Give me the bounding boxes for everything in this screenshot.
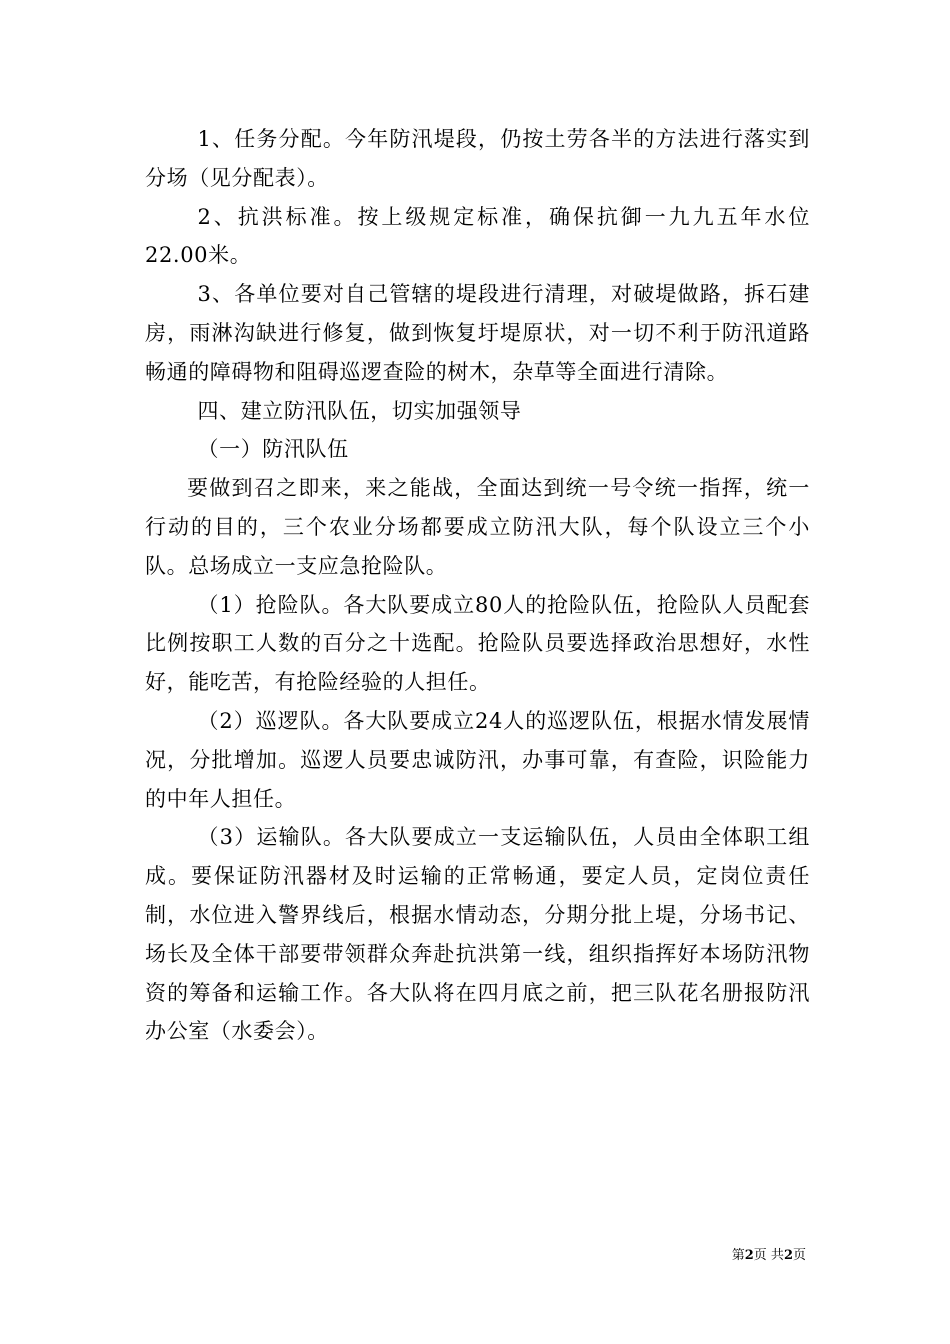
section-heading-four: 四、建立防汛队伍，切实加强领导 xyxy=(197,398,522,423)
paragraph-team-organization: 要做到召之即来，来之能战，全面达到统一号令统一指挥，统一行动的目的，三个农业分场都要成立防汛大队，每个队设立三个小队。总场成立一支应急抢险队。 xyxy=(145,476,810,578)
paragraph-task-assignment: 1、任务分配。今年防汛堤段，仍按土劳各半的方法进行落实到分场（见分配表）。 xyxy=(145,127,810,190)
footer-current-page: 2 xyxy=(744,1248,754,1263)
footer-prefix: 第 xyxy=(731,1248,745,1263)
page-number-footer xyxy=(732,1248,806,1264)
paragraph-transport-team: （3）运输队。各大队要成立一支运输队伍，人员由全体职工组成。要保证防汛器材及时运输的正常畅通，要定人员，定岗位责任制，水位进入警界线后，根据水情动态，分期分批上堤，分场书记、场长及全体干部要带领群众奔赴抗洪第一线，组织指挥好本场防汛物资的筹备和运输工作。各大队将在四月底之前，把三队花名册报防汛办公室（水委会）。 xyxy=(145,825,810,1044)
footer-suffix: 页 xyxy=(792,1248,806,1263)
paragraph-patrol-team: （2）巡逻队。各大队要成立24人的巡逻队伍，根据水情发展情况，分批增加。巡逻人员要忠诚防汛，办事可靠，有查险，识险能力的中年人担任。 xyxy=(145,708,810,811)
paragraph-rescue-team: （1）抢险队。各大队要成立80人的抢险队伍，抢险队人员配套比例按职工人数的百分之十选配。抢险队员要选择政治思想好，水性好，能吃苦，有抢险经验的人担任。 xyxy=(145,592,810,695)
paragraph-flood-standard: 2、抗洪标准。按上级规定标准，确保抗御一九九五年水位22.00米。 xyxy=(145,204,810,268)
subsection-heading-flood-teams: （一）防汛队伍 xyxy=(197,437,349,462)
footer-total-pages: 2 xyxy=(783,1248,793,1263)
footer-middle: 页 共 xyxy=(753,1248,784,1263)
paragraph-levee-cleanup: 3、各单位要对自己管辖的堤段进行清理，对破堤做路，拆石建房，雨淋沟缺进行修复，做到恢复圩堤原状，对一切不利于防汛道路畅通的障碍物和阻碍巡逻查险的树木，杂草等全面进行清除。 xyxy=(145,282,810,384)
document-body xyxy=(145,120,810,1051)
